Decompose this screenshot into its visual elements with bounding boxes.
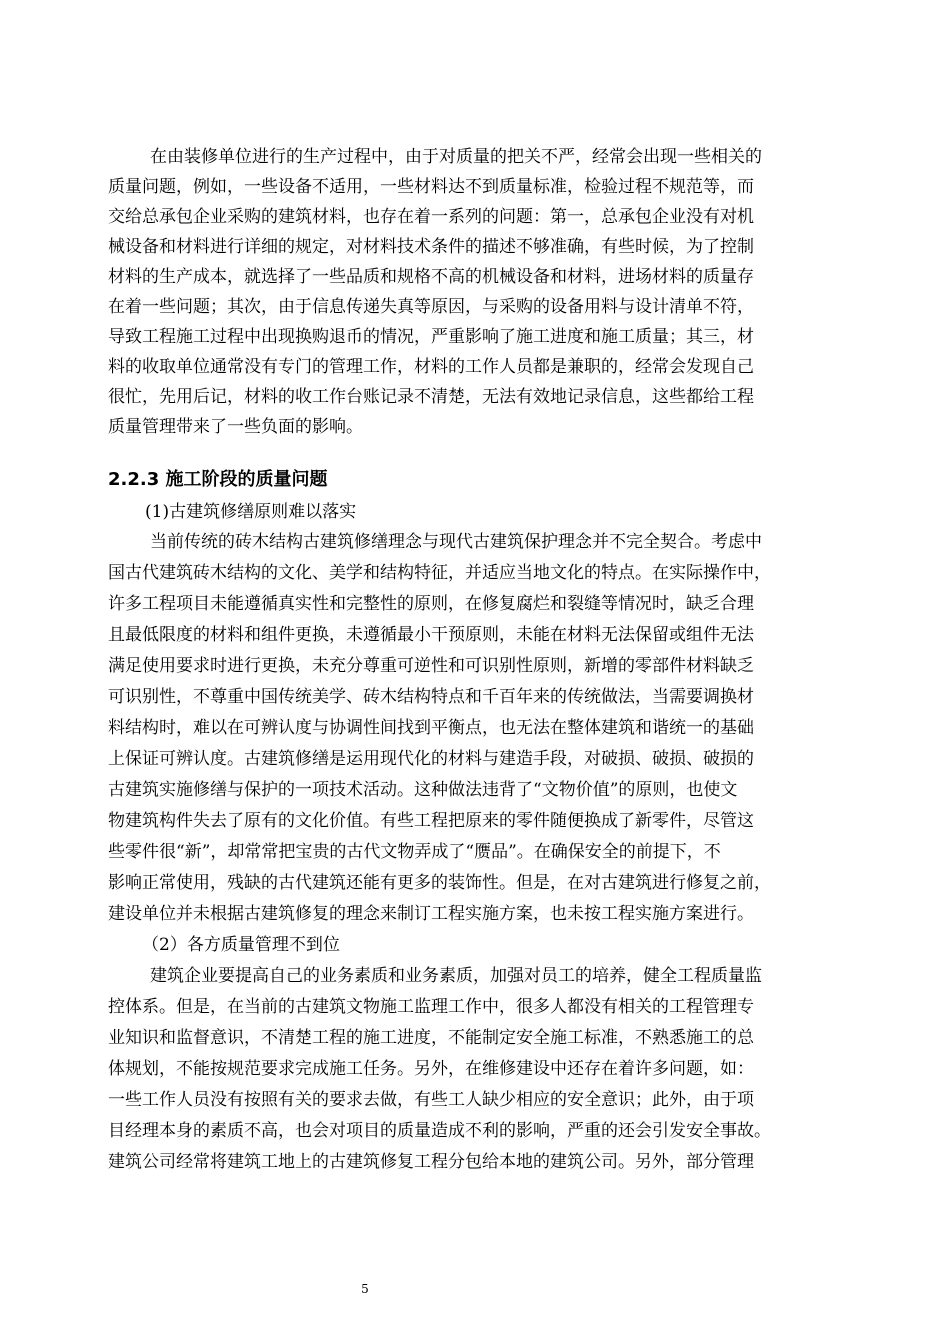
paragraph-line: 目经理本身的素质不高，也会对项目的质量造成不利的影响，严重的还会引发安全事故。	[108, 1121, 771, 1141]
paragraph-line: 很忙，先用后记，材料的收工作台账记录不清楚，无法有效地记录信息，这些都给工程	[108, 387, 754, 407]
paragraph-line: 物建筑构件失去了原有的文化价值。有些工程把原来的零件随便换成了新零件，尽管这	[108, 811, 754, 831]
paragraph-line: 可识别性，不尊重中国传统美学、砖木结构特点和千百年来的传统做法，当需要调换材	[108, 687, 754, 707]
paragraph-line: 建筑公司经常将建筑工地上的古建筑修复工程分包给本地的建筑公司。另外，部分管理	[108, 1152, 754, 1172]
paragraph-line: 在着一些问题；其次，由于信息传递失真等原因，与采购的设备用料与设计清单不符，	[108, 297, 754, 317]
paragraph-line: 质量问题，例如，一些设备不适用，一些材料达不到质量标准，检验过程不规范等，而	[108, 177, 754, 197]
paragraph-line: 影响正常使用，残缺的古代建筑还能有更多的装饰性。但是，在对古建筑进行修复之前，	[108, 873, 771, 893]
paragraph-line: 料的收取单位通常没有专门的管理工作，材料的工作人员都是兼职的，经常会发现自己	[108, 357, 754, 377]
paragraph-line: 交给总承包企业采购的建筑材料，也存在着一系列的问题：第一，总承包企业没有对机	[108, 207, 754, 227]
paragraph-line: 材料的生产成本，就选择了一些品质和规格不高的机械设备和材料，进场材料的质量存	[108, 267, 754, 287]
paragraph-line: 且最低限度的材料和组件更换，未遵循最小干预原则，未能在材料无法保留或组件无法	[108, 625, 754, 645]
paragraph-line: 建筑企业要提高自己的业务素质和业务素质，加强对员工的培养，健全工程质量监	[150, 966, 762, 986]
paragraph-line: 许多工程项目未能遵循真实性和完整性的原则，在修复腐烂和裂缝等情况时，缺乏合理	[108, 594, 754, 614]
paragraph-line: 控体系。但是，在当前的古建筑文物施工监理工作中，很多人都没有相关的工程管理专	[108, 997, 754, 1017]
paragraph-line: 械设备和材料进行详细的规定，对材料技术条件的描述不够准确，有些时候，为了控制	[108, 237, 754, 257]
paragraph-line: 建设单位并未根据古建筑修复的理念来制订工程实施方案，也未按工程实施方案进行。	[108, 904, 754, 924]
paragraph-line: 当前传统的砖木结构古建筑修缮理念与现代古建筑保护理念并不完全契合。考虑中	[150, 532, 762, 552]
paragraph-line: 业知识和监督意识，不清楚工程的施工进度，不能制定安全施工标准，不熟悉施工的总	[108, 1028, 754, 1048]
paragraph-line: 上保证可辨认度。古建筑修缮是运用现代化的材料与建造手段，对破损、破损、破损的	[108, 749, 754, 769]
subheading: （2）各方质量管理不到位	[142, 935, 340, 955]
paragraph-line: 些零件很“新”，却常常把宝贵的古代文物弄成了“赝品”。在确保安全的前提下，不	[108, 842, 721, 862]
page-number: 5	[361, 1282, 369, 1296]
paragraph-line: 国古代建筑砖木结构的文化、美学和结构特征，并适应当地文化的特点。在实际操作中，	[108, 563, 771, 583]
paragraph-line: 导致工程施工过程中出现换购退币的情况，严重影响了施工进度和施工质量；其三，材	[108, 327, 754, 347]
paragraph-line: 古建筑实施修缮与保护的一项技术活动。这种做法违背了“文物价值”的原则，也使文	[108, 780, 738, 800]
paragraph-line: 质量管理带来了一些负面的影响。	[108, 417, 363, 437]
section-heading: 2.2.3 施工阶段的质量问题	[108, 469, 328, 490]
subheading: (1)古建筑修缮原则难以落实	[145, 502, 357, 522]
paragraph-line: 满足使用要求时进行更换，未充分尊重可逆性和可识别性原则，新增的零部件材料缺乏	[108, 656, 754, 676]
paragraph-line: 在由装修单位进行的生产过程中，由于对质量的把关不严，经常会出现一些相关的	[150, 147, 762, 167]
paragraph-line: 一些工作人员没有按照有关的要求去做，有些工人缺少相应的安全意识；此外，由于项	[108, 1090, 754, 1110]
paragraph-line: 料结构时，难以在可辨认度与协调性间找到平衡点，也无法在整体建筑和谐统一的基础	[108, 718, 754, 738]
paragraph-line: 体规划，不能按规范要求完成施工任务。另外，在维修建设中还存在着许多问题，如：	[108, 1059, 754, 1079]
